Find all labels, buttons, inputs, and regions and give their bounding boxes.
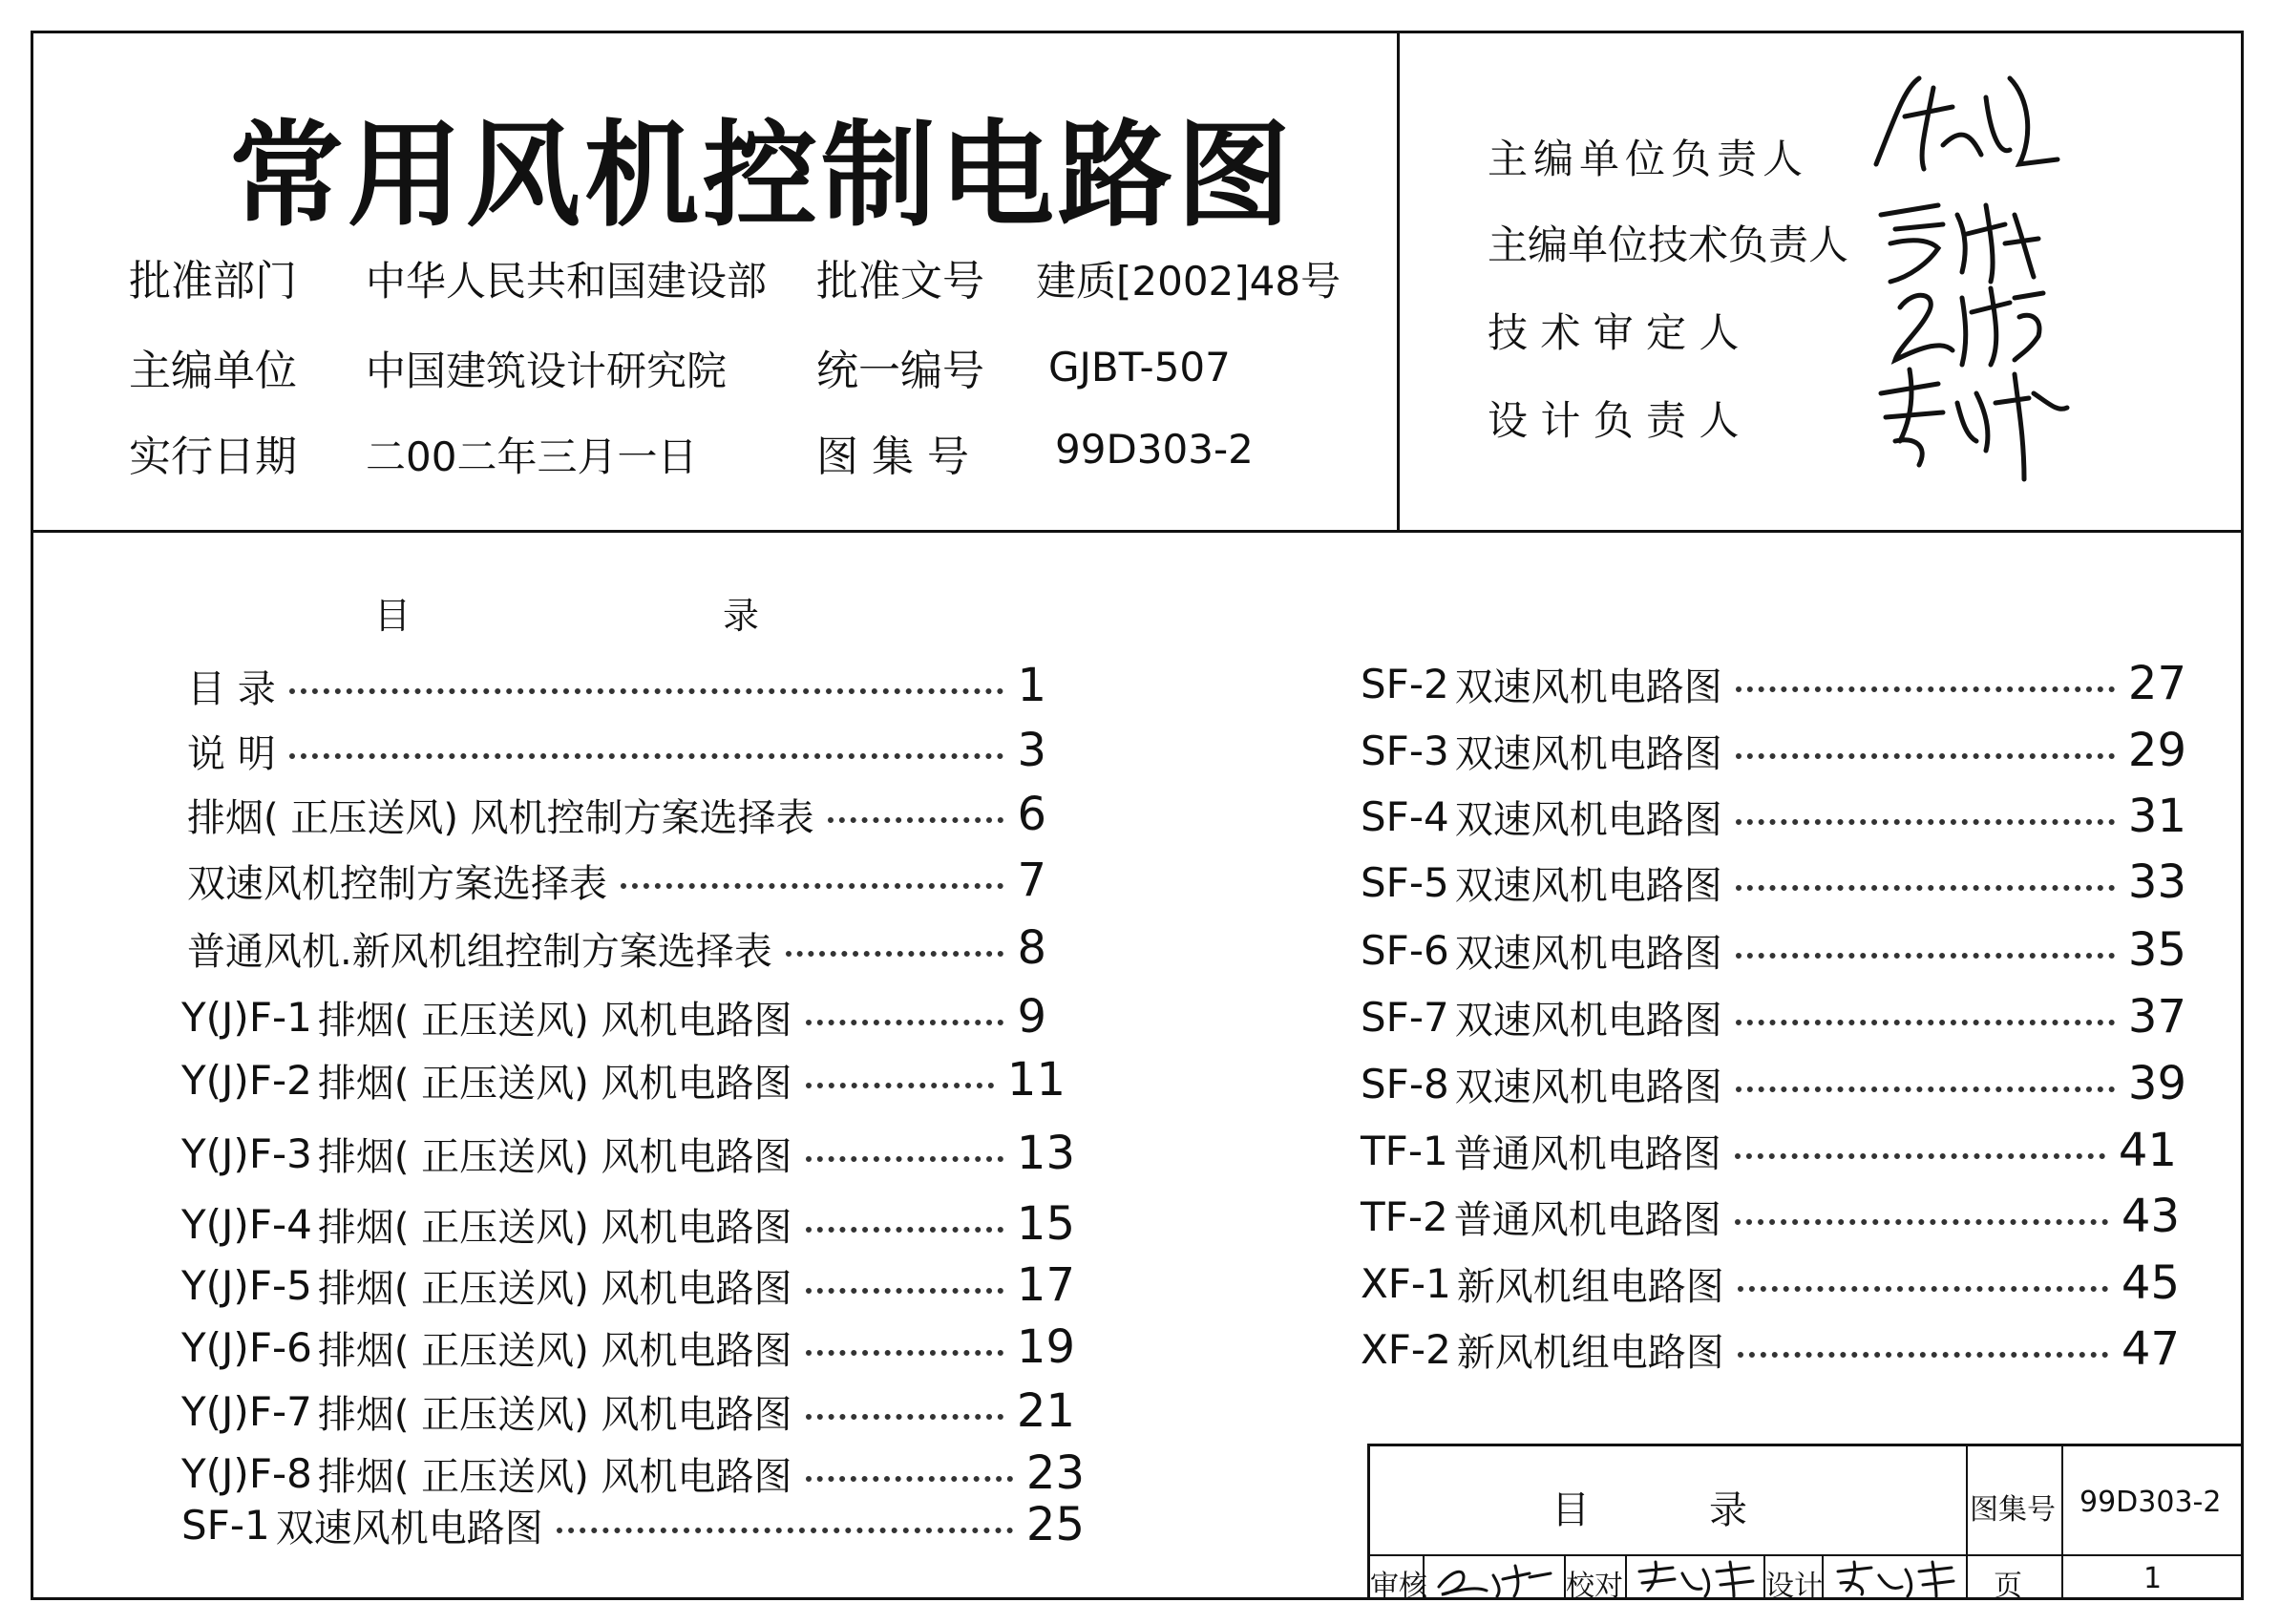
role-design-head: 设 计 负 责 人 — [1488, 397, 1740, 444]
toc-entry-code: Y(J)F-4 — [181, 1200, 312, 1248]
toc-entry[interactable] — [181, 1320, 1075, 1374]
toc-entry[interactable] — [1361, 1322, 2180, 1376]
leader-dots — [786, 951, 1004, 957]
leader-dots — [1736, 1020, 2115, 1025]
toc-entry[interactable] — [1361, 1256, 2180, 1310]
toc-entry-code: SF-2 — [1361, 660, 1449, 707]
toc-entry-page: 9 — [1017, 990, 1046, 1044]
checker-signature — [1635, 1558, 1759, 1598]
toc-entry[interactable] — [181, 1197, 1075, 1251]
toc-entry-page: 3 — [1017, 724, 1046, 777]
toc-entry-page: 47 — [2121, 1322, 2180, 1376]
leader-dots — [806, 1083, 994, 1088]
meta-value-editor-unit: 中国建筑设计研究院 — [366, 348, 728, 394]
toc-entry-label: 排烟( 正压送风) 风机电路图 — [317, 1205, 792, 1250]
toc-entry-label: 排烟( 正压送风) 风机电路图 — [317, 1454, 792, 1499]
toc-entry[interactable] — [181, 1258, 1075, 1312]
toc-entry-label: 排烟( 正压送风) 风机电路图 — [317, 1392, 792, 1437]
toc-entry-label: 排烟( 正压送风) 风机电路图 — [317, 1134, 792, 1179]
leader-dots — [1738, 1352, 2108, 1358]
toc-entry-label: 新风机组电路图 — [1456, 1264, 1724, 1309]
toc-entry[interactable] — [1361, 1124, 2177, 1177]
toc-entry[interactable] — [187, 788, 1046, 841]
page-value: 1 — [2143, 1562, 2163, 1595]
signature-4 — [1871, 355, 2081, 489]
toc-entry-page: 21 — [1016, 1384, 1075, 1438]
leader-dots — [1736, 1086, 2115, 1092]
title-block-name-left: 目 — [1552, 1488, 1590, 1532]
leader-dots — [1736, 686, 2115, 692]
title-block-col-divider — [1966, 1444, 1968, 1600]
toc-entry-page: 19 — [1016, 1320, 1075, 1374]
toc-entry-page: 33 — [2127, 855, 2186, 909]
toc-entry-page: 1 — [1017, 659, 1046, 712]
toc-entry[interactable] — [181, 990, 1046, 1044]
toc-entry[interactable] — [187, 921, 1046, 975]
toc-entry-label: 排烟( 正压送风) 风机电路图 — [317, 1061, 792, 1106]
reviewer-signature — [1434, 1558, 1558, 1598]
toc-entry-page: 13 — [1016, 1127, 1075, 1180]
toc-entry[interactable] — [181, 1053, 1066, 1107]
toc-entry-code: SF-4 — [1361, 792, 1449, 840]
toc-entry-label: 新风机组电路图 — [1456, 1330, 1724, 1375]
toc-entry[interactable] — [1361, 1190, 2180, 1243]
toc-entry-label: 排烟( 正压送风) 风机电路图 — [317, 1328, 792, 1373]
role-chief-unit-head: 主编单位负责人 — [1488, 136, 1809, 182]
leader-dots — [806, 1227, 1003, 1233]
title-block-col-divider — [1625, 1554, 1627, 1600]
toc-entry-page: 39 — [2127, 1057, 2186, 1110]
toc-entry-page: 7 — [1017, 854, 1046, 907]
meta-value-unified-no: GJBT-507 — [1048, 344, 1231, 390]
toc-entry-code: Y(J)F-2 — [181, 1056, 312, 1104]
meta-label-atlas-no: 图 集 号 — [816, 432, 969, 481]
title-block-col-divider — [2061, 1444, 2063, 1600]
toc-entry[interactable] — [187, 724, 1046, 777]
toc-entry-code: TF-1 — [1361, 1127, 1448, 1174]
check-label: 校对 — [1566, 1570, 1623, 1603]
leader-dots — [806, 1156, 1003, 1162]
leader-dots — [1736, 885, 2115, 891]
leader-dots — [621, 883, 1003, 889]
toc-entry-label: 普通风机.新风机组控制方案选择表 — [187, 929, 772, 974]
toc-entry-page: 6 — [1017, 788, 1046, 841]
leader-dots — [806, 1288, 1003, 1294]
meta-label-approval-no: 批准文号 — [816, 257, 984, 306]
toc-entry-page: 27 — [2127, 657, 2186, 710]
toc-entry-page: 43 — [2121, 1190, 2180, 1243]
design-label: 设计 — [1765, 1570, 1823, 1603]
toc-entry-page: 35 — [2127, 923, 2186, 977]
toc-entry[interactable] — [181, 1446, 1085, 1500]
toc-entry[interactable] — [1361, 1057, 2186, 1110]
meta-value-approval-no: 建质[2002]48号 — [1036, 258, 1341, 305]
toc-entry-page: 29 — [2127, 724, 2186, 777]
toc-entry-label: 双速风机控制方案选择表 — [187, 861, 607, 906]
toc-entry-page: 31 — [2127, 790, 2186, 843]
atlas-no-label: 图集号 — [1970, 1493, 2056, 1527]
review-label: 审核 — [1370, 1570, 1427, 1603]
signature-1 — [1867, 59, 2067, 183]
toc-entry-page: 23 — [1025, 1446, 1085, 1500]
toc-entry-page: 17 — [1016, 1258, 1075, 1312]
toc-entry-label: 目 录 — [187, 666, 276, 711]
toc-entry-code: XF-1 — [1361, 1259, 1451, 1307]
toc-entry[interactable] — [1361, 990, 2186, 1044]
toc-entry-label: 双速风机电路图 — [1454, 731, 1722, 776]
toc-entry-page: 15 — [1016, 1197, 1075, 1251]
toc-entry-label: 双速风机电路图 — [1454, 931, 1722, 976]
toc-entry[interactable] — [1361, 923, 2186, 977]
leader-dots — [806, 1020, 1004, 1025]
toc-entry-page: 11 — [1006, 1053, 1066, 1107]
meta-value-approval-dept: 中华人民共和国建设部 — [366, 258, 768, 305]
toc-entry-code: SF-3 — [1361, 727, 1449, 774]
toc-entry-label: 双速风机电路图 — [275, 1506, 543, 1550]
meta-label-approval-dept: 批准部门 — [129, 257, 297, 306]
role-tech-approver: 技 术 审 定 人 — [1488, 309, 1740, 356]
toc-entry-code: SF-8 — [1361, 1060, 1449, 1107]
toc-entry-code: TF-2 — [1361, 1192, 1448, 1240]
toc-entry[interactable] — [1361, 790, 2186, 843]
toc-entry[interactable] — [187, 659, 1046, 712]
toc-entry[interactable] — [181, 1127, 1075, 1180]
toc-entry-label: 双速风机电路图 — [1454, 998, 1722, 1043]
toc-heading-left: 目 — [374, 595, 412, 637]
toc-entry-label: 双速风机电路图 — [1454, 1065, 1722, 1109]
meta-value-effective-date: 二00二年三月一日 — [366, 433, 698, 480]
toc-entry-code: Y(J)F-3 — [181, 1129, 312, 1177]
toc-entry-code: Y(J)F-6 — [181, 1323, 312, 1371]
header-vertical-divider — [1397, 31, 1400, 530]
leader-dots — [1738, 1286, 2108, 1292]
page-label: 页 — [1994, 1570, 2022, 1603]
toc-entry-code: Y(J)F-7 — [181, 1387, 312, 1435]
title-block-row-divider — [1367, 1554, 2244, 1556]
toc-entry-label: 普通风机电路图 — [1453, 1131, 1721, 1176]
toc-entry-page: 37 — [2127, 990, 2186, 1044]
toc-entry-label: 普通风机电路图 — [1453, 1197, 1721, 1242]
meta-label-effective-date: 实行日期 — [129, 432, 297, 481]
toc-entry-code: Y(J)F-1 — [181, 993, 312, 1041]
meta-value-atlas-no: 99D303-2 — [1055, 426, 1254, 473]
toc-entry-label: 双速风机电路图 — [1454, 797, 1722, 842]
toc-entry-label: 说 明 — [187, 731, 276, 776]
toc-entry-code: Y(J)F-8 — [181, 1449, 312, 1497]
toc-entry[interactable] — [187, 854, 1046, 907]
toc-entry[interactable] — [181, 1498, 1085, 1551]
leader-dots — [289, 753, 1004, 759]
meta-label-editor-unit: 主编单位 — [129, 347, 297, 395]
toc-entry-label: 双速风机电路图 — [1454, 664, 1722, 709]
leader-dots — [828, 817, 1004, 823]
leader-dots — [1736, 819, 2115, 825]
toc-entry-page: 45 — [2121, 1256, 2180, 1310]
page-title: 常用风机控制电路图 — [229, 110, 1295, 243]
leader-dots — [1735, 1219, 2108, 1225]
leader-dots — [557, 1528, 1013, 1533]
designer-signature — [1833, 1558, 1957, 1598]
toc-entry-code: SF-1 — [181, 1501, 270, 1549]
leader-dots — [806, 1476, 1013, 1482]
header-divider — [31, 530, 2244, 533]
meta-label-unified-no: 统一编号 — [816, 347, 984, 395]
leader-dots — [1736, 953, 2115, 959]
toc-entry-code: Y(J)F-5 — [181, 1261, 312, 1309]
toc-entry[interactable] — [181, 1384, 1075, 1438]
toc-entry[interactable] — [1361, 724, 2186, 777]
toc-entry-label: 排烟( 正压送风) 风机电路图 — [317, 998, 792, 1043]
toc-entry-code: SF-7 — [1361, 993, 1449, 1041]
leader-dots — [289, 688, 1004, 694]
toc-entry-page: 8 — [1017, 921, 1046, 975]
leader-dots — [806, 1350, 1003, 1356]
toc-heading-right: 录 — [723, 595, 760, 637]
toc-entry-code: SF-5 — [1361, 858, 1449, 906]
atlas-no-value: 99D303-2 — [2079, 1486, 2222, 1519]
toc-entry-page: 41 — [2118, 1124, 2177, 1177]
toc-entry-code: XF-2 — [1361, 1325, 1451, 1373]
leader-dots — [806, 1414, 1003, 1420]
leader-dots — [1736, 753, 2115, 759]
toc-entry[interactable] — [1361, 855, 2186, 909]
leader-dots — [1735, 1153, 2105, 1159]
toc-entry-label: 排烟( 正压送风) 风机控制方案选择表 — [187, 795, 814, 840]
toc-entry-label: 双速风机电路图 — [1454, 863, 1722, 908]
toc-entry-code: SF-6 — [1361, 926, 1449, 974]
title-block-name-right: 录 — [1709, 1488, 1747, 1532]
toc-entry-label: 排烟( 正压送风) 风机电路图 — [317, 1266, 792, 1311]
toc-entry[interactable] — [1361, 657, 2186, 710]
role-chief-tech-head: 主编单位技术负责人 — [1488, 221, 1849, 268]
toc-entry-page: 25 — [1025, 1498, 1085, 1551]
